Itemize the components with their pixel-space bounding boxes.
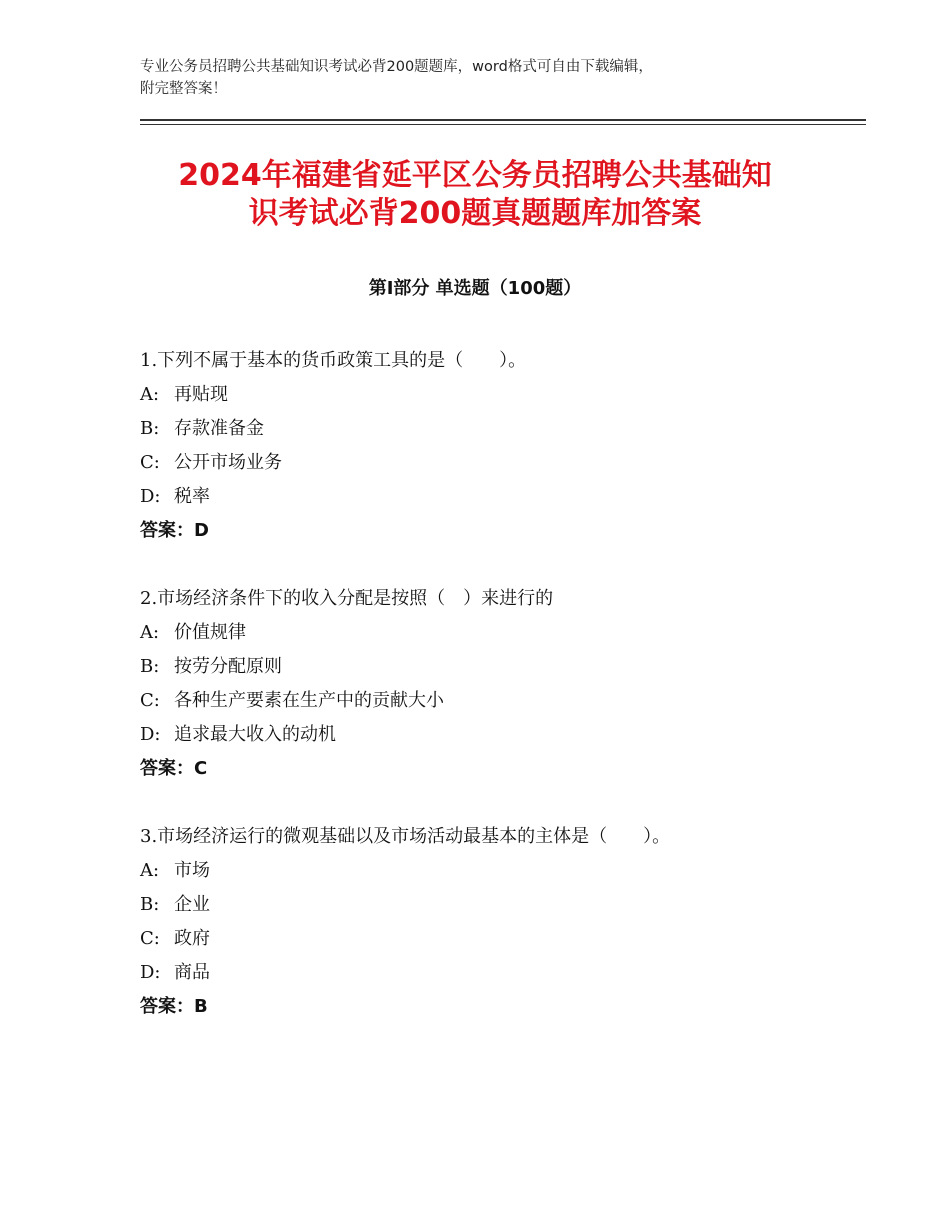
option-text: 企业	[174, 894, 210, 915]
question-stem: 2.市场经济条件下的收入分配是按照（ ）来进行的	[140, 588, 554, 609]
option-letter: B:	[140, 894, 160, 915]
header-divider-thin	[140, 124, 866, 125]
option-d	[140, 480, 860, 514]
answer-line: 答案：D	[140, 520, 209, 541]
header-note	[140, 56, 820, 100]
question-stem: 1.下列不属于基本的货币政策工具的是（ ）。	[140, 350, 527, 371]
option-letter: D:	[140, 486, 161, 507]
answer-line: 答案：B	[140, 996, 208, 1017]
option-letter: B:	[140, 418, 160, 439]
answer-line: 答案：C	[140, 758, 208, 779]
option-letter: A:	[140, 384, 160, 405]
option-text: 价值规律	[174, 622, 246, 643]
option-text: 市场	[174, 860, 210, 881]
option-letter: C:	[140, 690, 160, 711]
option-text: 公开市场业务	[174, 452, 282, 473]
option-text: 再贴现	[174, 384, 228, 405]
option-a	[140, 616, 860, 650]
question-stem: 3.市场经济运行的微观基础以及市场活动最基本的主体是（ ）。	[140, 826, 671, 847]
document-title-line-2: 识考试必背200题真题题库加答案	[248, 196, 702, 231]
option-text: 政府	[174, 928, 210, 949]
option-letter: B:	[140, 656, 160, 677]
option-b	[140, 888, 860, 922]
option-b	[140, 650, 860, 684]
option-text: 各种生产要素在生产中的贡献大小	[174, 690, 444, 711]
question-1	[140, 344, 860, 548]
section-heading: 第Ⅰ部分 单选题（100题）	[368, 278, 582, 299]
document-title	[100, 157, 850, 233]
option-text: 追求最大收入的动机	[174, 724, 336, 745]
option-letter: C:	[140, 928, 160, 949]
option-c	[140, 684, 860, 718]
option-text: 按劳分配原则	[174, 656, 282, 677]
option-letter: A:	[140, 860, 160, 881]
option-a	[140, 378, 860, 412]
option-d	[140, 956, 860, 990]
question-3	[140, 820, 860, 1024]
header-divider-thick	[140, 119, 866, 121]
header-note-line-2: 附完整答案！	[140, 81, 227, 97]
option-a	[140, 854, 860, 888]
option-letter: C:	[140, 452, 160, 473]
question-list	[140, 344, 860, 1058]
option-letter: D:	[140, 724, 161, 745]
option-text: 存款准备金	[174, 418, 264, 439]
option-text: 税率	[174, 486, 210, 507]
option-c	[140, 922, 860, 956]
option-text: 商品	[174, 962, 210, 983]
option-letter: A:	[140, 622, 160, 643]
question-2	[140, 582, 860, 786]
document-title-line-1: 2024年福建省延平区公务员招聘公共基础知	[178, 158, 772, 193]
option-d	[140, 718, 860, 752]
option-b	[140, 412, 860, 446]
option-letter: D:	[140, 962, 161, 983]
header-note-line-1: 专业公务员招聘公共基础知识考试必背200题题库，word格式可自由下载编辑，	[140, 59, 653, 75]
option-c	[140, 446, 860, 480]
